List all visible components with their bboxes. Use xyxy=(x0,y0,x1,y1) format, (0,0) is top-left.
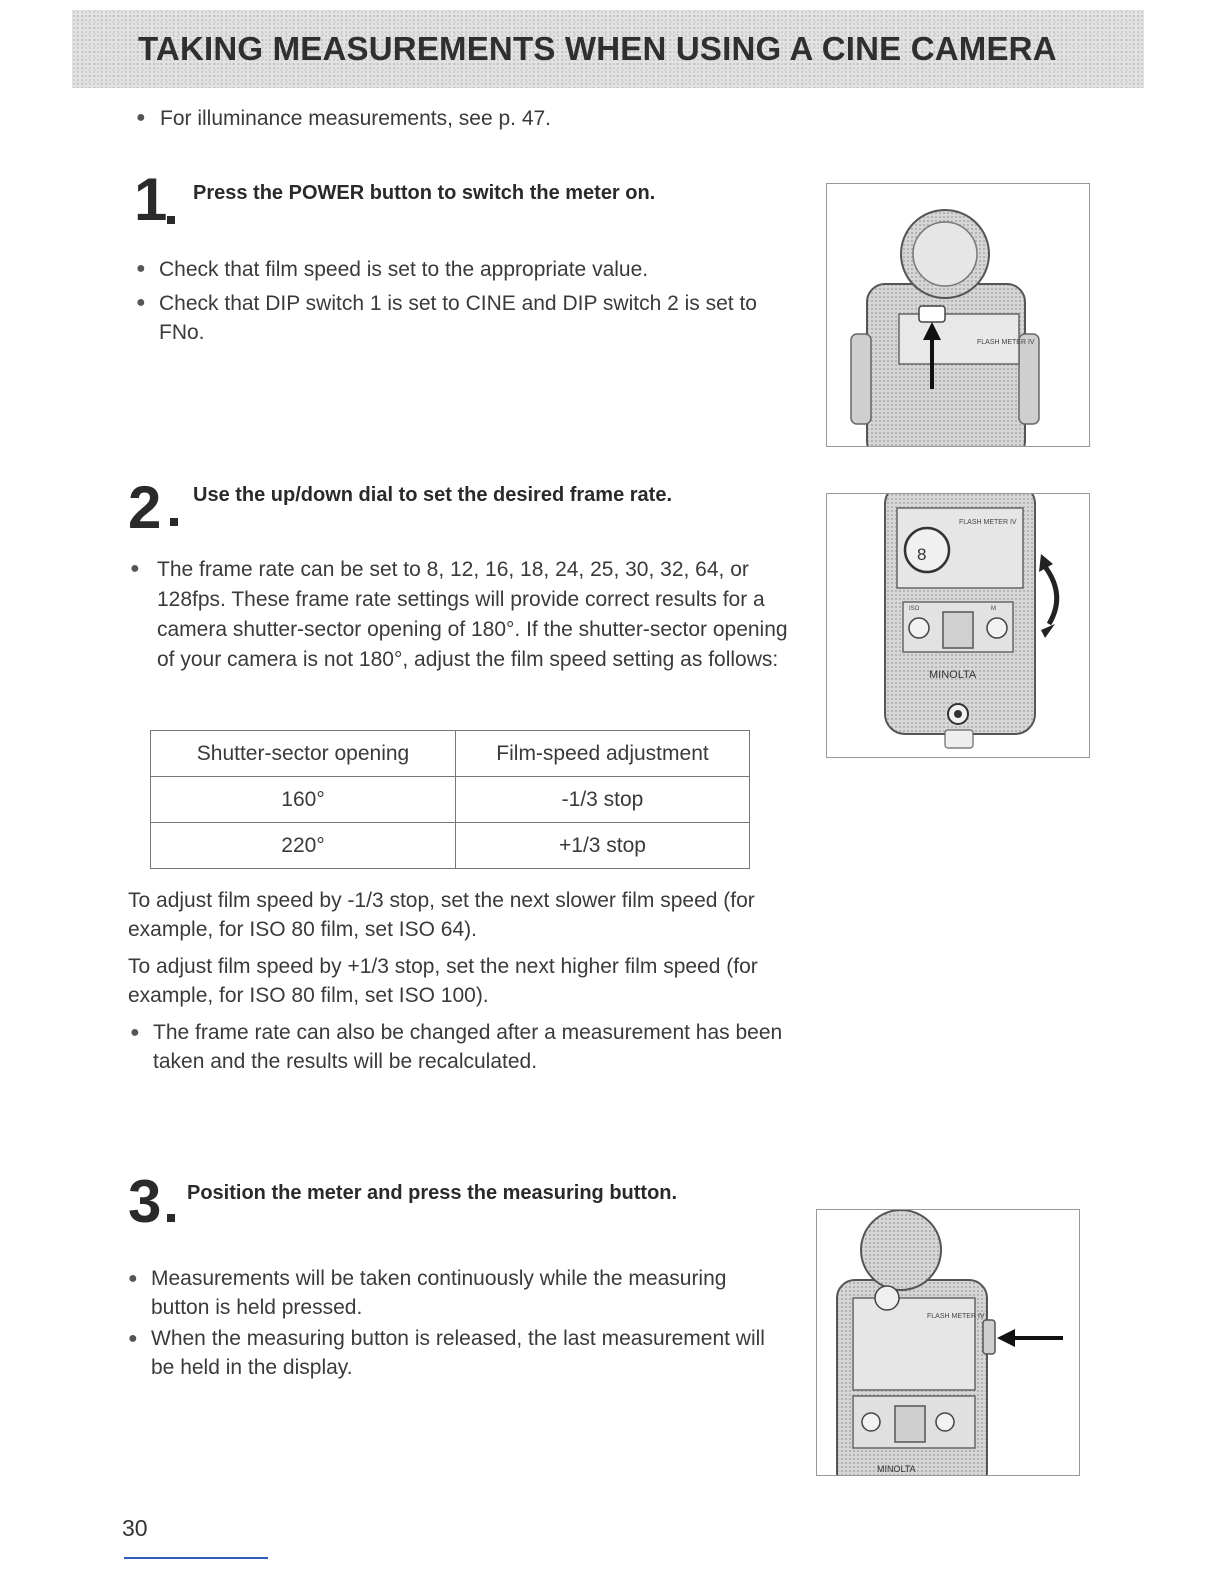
step-2-title: Use the up/down dial to set the desired frame rate. xyxy=(193,484,672,506)
meter-dial-illustration xyxy=(827,494,1089,757)
meter-measure-illustration xyxy=(817,1210,1079,1475)
meter-label-small: FLASH METER IV xyxy=(927,1313,985,1320)
step-1-number: 1 xyxy=(134,166,168,233)
bullet-icon: ● xyxy=(136,109,146,126)
step-3-bullet-1: Measurements will be taken continuously while the measuring button is held pressed. xyxy=(151,1267,727,1319)
step-1-title: Press the POWER button to switch the meter on. xyxy=(193,182,656,204)
page-number: 30 xyxy=(122,1515,148,1541)
step-2-dot xyxy=(170,518,178,526)
table-header-cell: Film-speed adjustment xyxy=(456,731,750,777)
meter-top-label: FLASH METER IV xyxy=(959,519,1017,526)
table-header-cell: Shutter-sector opening xyxy=(151,731,456,777)
dial-value: 8 xyxy=(917,545,927,564)
table-cell: -1/3 stop xyxy=(456,777,750,823)
bullet-icon: ● xyxy=(130,1024,140,1041)
table-row xyxy=(151,823,750,869)
step-3-number: 3 xyxy=(128,1168,162,1235)
mode-left-label: ISO xyxy=(909,606,920,612)
step-2-bullet-1: The frame rate can be set to 8, 12, 16, 18, 24, 25, 30, 32, 64, or 128fps. These frame rate settings will provide correct results for a camera shutter-sector opening of 180°. If the shutter-sector opening of your camera is not 180°, adjust the film speed setting as follows: xyxy=(157,558,788,671)
page-title: TAKING MEASUREMENTS WHEN USING A CINE CAMERA xyxy=(138,30,1057,67)
step-2-paragraph-1: To adjust film speed by -1/3 stop, set the next slower film speed (for example, for ISO 80 film, set ISO 64). xyxy=(128,889,755,941)
table-cell: 220° xyxy=(151,823,456,869)
brand-label-small: MINOLTA xyxy=(877,1464,916,1474)
bullet-icon: ● xyxy=(130,560,140,577)
meter-power-illustration xyxy=(827,184,1089,446)
table-header-row xyxy=(151,731,750,777)
step-3-dot xyxy=(167,1214,175,1222)
table-cell: +1/3 stop xyxy=(456,823,750,869)
table-row xyxy=(151,777,750,823)
illustration-power-button xyxy=(826,183,1090,447)
step-2-final-bullet: The frame rate can also be changed after a measurement has been taken and the results will be recalculated. xyxy=(153,1021,783,1073)
meter-label-small: FLASH METER IV xyxy=(977,339,1035,346)
table-cell: 160° xyxy=(151,777,456,823)
step-1-dot xyxy=(167,216,175,224)
step-1-bullet-2: Check that DIP switch 1 is set to CINE and DIP switch 2 is set to FNo. xyxy=(159,292,757,344)
mode-right-label: M xyxy=(991,606,996,612)
bullet-icon: ● xyxy=(128,1330,138,1347)
brand-label: MINOLTA xyxy=(929,669,977,681)
footer-rule xyxy=(124,1557,268,1559)
bullet-icon: ● xyxy=(136,294,146,311)
bullet-icon: ● xyxy=(128,1270,138,1287)
illustration-frame-rate-dial xyxy=(826,493,1090,758)
step-2-number: 2 xyxy=(128,474,162,541)
step-3-bullet-2: When the measuring button is released, the last measurement will be held in the display. xyxy=(151,1327,765,1379)
step-1-bullet-1: Check that film speed is set to the appropriate value. xyxy=(159,258,649,281)
step-2-paragraph-2: To adjust film speed by +1/3 stop, set the next higher film speed (for example, for ISO 80 film, set ISO 100). xyxy=(128,955,758,1007)
step-3-title: Position the meter and press the measuring button. xyxy=(187,1182,678,1204)
intro-bullet-text: For illuminance measurements, see p. 47. xyxy=(160,107,552,130)
illustration-measuring-button xyxy=(816,1209,1080,1476)
bullet-icon: ● xyxy=(136,260,146,277)
film-speed-table xyxy=(150,730,750,869)
